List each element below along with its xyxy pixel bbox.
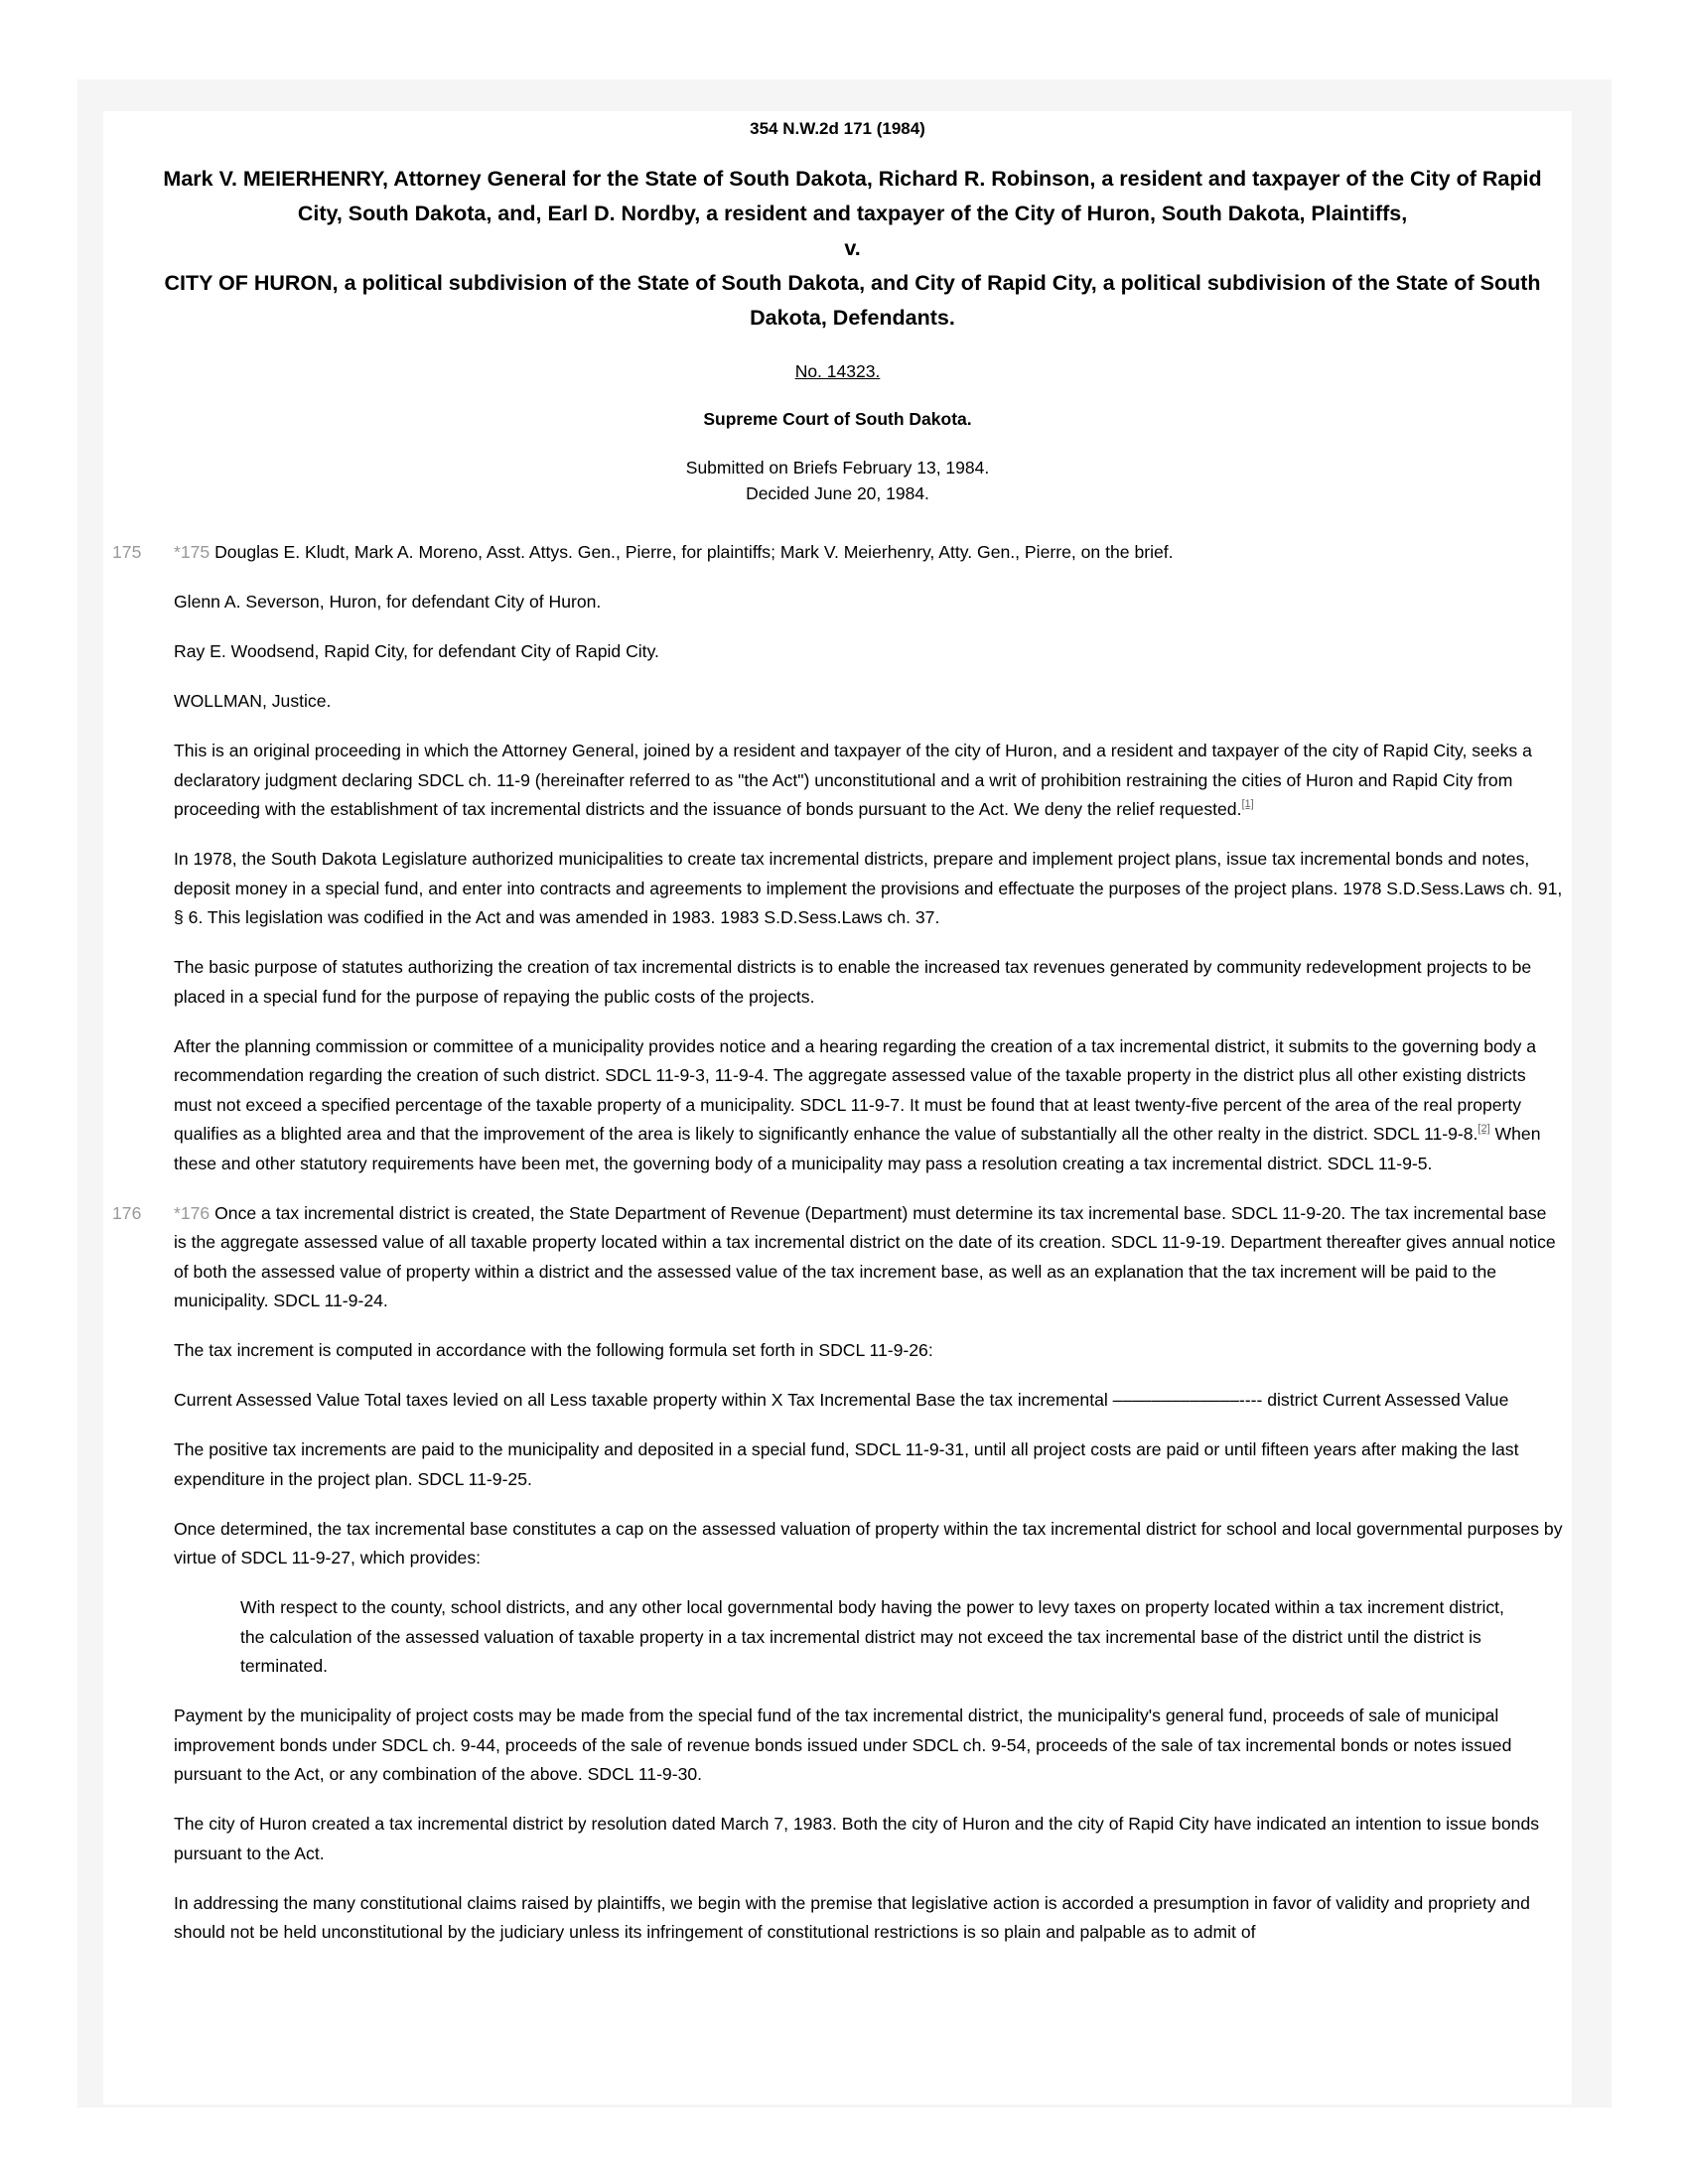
document-page — [103, 111, 1572, 2105]
opinion-body — [112, 538, 1564, 1968]
star-page: *175 — [174, 542, 211, 562]
caption-versus: v. — [844, 236, 861, 260]
paragraph: Once determined, the tax incremental base constitutes a cap on the assessed valuation of property within the tax incremental district for school and local governmental purposes by virtue of SDCL 11-9-27, which provides: — [174, 1518, 1563, 1568]
paragraph: In 1978, the South Dakota Legislature authorized municipalities to create tax incremental districts, prepare and implement project plans, issue tax incremental bonds and notes, deposit money in a special fund, and enter into contracts and agreements to implement the provisions and effectuate the purposes of the project plans. 1978 S.D.Sess.Laws ch. 91, § 6. This legislation was codified in the Act and was amended in 1983. 1983 S.D.Sess.Laws ch. 37. — [174, 849, 1563, 927]
paragraph: Payment by the municipality of project costs may be made from the special fund of the tax incremental district, the municipality's general fund, proceeds of sale of municipal improvement bonds under SDCL ch. 9-44, proceeds of the sale of revenue bonds issued under SDCL ch. 9-54, proceeds of the sale of tax incremental bonds or notes issued pursuant to the Act, or any combination of the above. SDCL 11-9-30. — [174, 1706, 1512, 1784]
paragraph-text: After the planning commission or committee of a municipality provides notice and a hearing regarding the creation of a tax incremental district, it submits to the governing body a recommendation regarding the creation of such district. SDCL 11-9-3, 11-9-4. The aggregate assessed value of the taxable property in the district plus all other existing districts must not exceed a specified percentage of the taxable property of a municipality. SDCL 11-9-7. It must be found that at least twenty-five percent of the area of the real property qualifies as a blighted area and that the improvement of the area is likely to significantly enhance the value of substantially all the other realty in the district. SDCL 11-9-8. — [174, 1035, 1537, 1144]
paragraph: The basic purpose of statutes authorizing the creation of tax incremental districts is to enable the increased tax revenues generated by community redevelopment projects to be placed in a special fund for the purpose of repaying the public costs of the projects. — [174, 957, 1532, 1007]
footnote-link-2[interactable]: [2] — [1477, 1123, 1490, 1135]
docket-link[interactable]: No. 14323. — [794, 361, 881, 381]
footnote-link-1[interactable]: [1] — [1241, 798, 1254, 810]
footnote-ref — [1241, 798, 1253, 810]
caption-defendants: CITY OF HURON, a political subdivision of the State of South Dakota, and City of Rapid City, a political subdivision of the State of South Dakota, Defendants. — [164, 271, 1541, 330]
paragraph: In addressing the many constitutional claims raised by plaintiffs, we begin with the premise that legislative action is accorded a presumption in favor of validity and propriety and should not be held unconstitutional by the judiciary unless its infringement of constitutional restrictions is so plain and palpable as to admit of — [174, 1892, 1530, 1942]
case-dates — [103, 455, 1572, 506]
paragraph-text: This is an original proceeding in which the Attorney General, joined by a resident and taxpayer of the city of Huron, and a resident and taxpayer of the city of Rapid City, seeks a declaratory judgment declaring SDCL ch. 11-9 (hereinafter referred to as "the Act") unconstitutional and a writ of prohibition restraining the cities of Huron and Rapid City from proceeding with the establishment of tax incremental districts and the issuance of bonds pursuant to the Act. We deny the relief requested. — [174, 741, 1532, 819]
docket-number — [103, 359, 1572, 383]
paragraph: The tax increment is computed in accordance with the following formula set forth in SDCL 11-9-26: — [174, 1340, 933, 1360]
page-marker: 176 — [112, 1202, 142, 1223]
submitted-date: Submitted on Briefs February 13, 1984. — [685, 458, 990, 478]
paragraph — [174, 737, 1564, 825]
paragraph — [112, 1199, 1564, 1316]
opinion-author: WOLLMAN, Justice. — [174, 691, 332, 711]
paragraph — [174, 1032, 1564, 1179]
block-quote: With respect to the county, school districts, and any other local governmental body having the power to levy taxes on property located within a tax increment district, the calculation of the assessed valuation of taxable property in a tax incremental district may not exceed the tax incremental base of the district until the district is terminated. — [240, 1597, 1504, 1676]
decided-date: Decided June 20, 1984. — [746, 483, 929, 503]
page-marker: 175 — [112, 542, 142, 562]
paragraph-text: When these and other statutory requirements have been met, the governing body of a municipality may pass a resolution creating a tax incremental district. SDCL 11-9-5. — [174, 1124, 1541, 1173]
formula: Current Assessed Value Total taxes levied on all Less taxable property within X Tax Incremental Base the tax incremental –––––––––––––---- district Current Assessed Value — [174, 1390, 1509, 1410]
counsel-plaintiffs — [112, 538, 1564, 568]
case-citation: 354 N.W.2d 171 (1984) — [750, 119, 925, 138]
court-name: Supreme Court of South Dakota. — [703, 409, 972, 429]
counsel-plaintiffs-text: Douglas E. Kludt, Mark A. Moreno, Asst. Attys. Gen., Pierre, for plaintiffs; Mark V. Meierhenry, Atty. Gen., Pierre, on the brief. — [214, 542, 1174, 562]
counsel-huron: Glenn A. Severson, Huron, for defendant City of Huron. — [174, 592, 602, 612]
footnote-ref — [1477, 1123, 1489, 1135]
counsel-rapid-city: Ray E. Woodsend, Rapid City, for defendant City of Rapid City. — [174, 641, 659, 661]
case-caption — [163, 162, 1542, 336]
paragraph: The city of Huron created a tax incremental district by resolution dated March 7, 1983. Both the city of Huron and the city of Rapid City have indicated an intention to issue bonds pursuant to the Act. — [174, 1814, 1540, 1863]
star-page: *176 — [174, 1202, 211, 1223]
paragraph-text: Once a tax incremental district is created, the State Department of Revenue (Department) must determine its tax incremental base. SDCL 11-9-20. The tax incremental base is the aggregate assessed value of all taxable property located within a tax incremental district on the date of its creation. SDCL 11-9-19. Department thereafter gives annual notice of both the assessed value of property within a district and the assessed value of the tax increment base, as well as an explanation that the tax increment will be paid to the municipality. SDCL 11-9-24. — [174, 1202, 1556, 1310]
paragraph: The positive tax increments are paid to the municipality and deposited in a special fund, SDCL 11-9-31, until all project costs are paid or until fifteen years after making the last expenditure in the project plan. SDCL 11-9-25. — [174, 1439, 1519, 1489]
caption-plaintiffs: Mark V. MEIERHENRY, Attorney General for the State of South Dakota, Richard R. Robinson, a resident and taxpayer of the City of Rapid City, South Dakota, and, Earl D. Nordby, a resident and taxpayer of the City of Huron, South Dakota, Plaintiffs, — [163, 167, 1542, 225]
